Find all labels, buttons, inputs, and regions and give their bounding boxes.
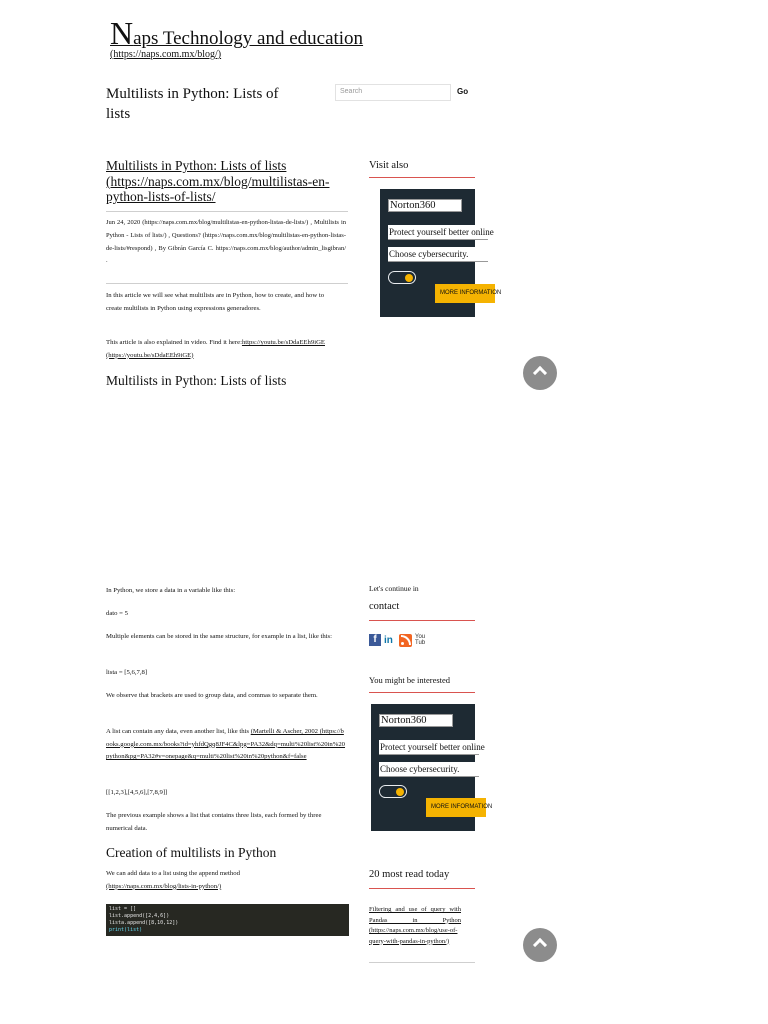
divider: [106, 211, 348, 212]
sidebar-heading-interested: You might be interested: [369, 675, 451, 685]
code-line: list = []: [109, 906, 137, 912]
citation-paragraph: [106, 726, 346, 764]
social-links: [369, 632, 425, 648]
scroll-top-button[interactable]: [523, 356, 557, 390]
ad-line-2: Choose cybersecurity.: [379, 762, 479, 777]
citation-text: A list can contain any data, even another list, like this: [106, 728, 250, 735]
article-title-link[interactable]: Multilists in Python: Lists of lists (https://naps.com.mx/blog/multilistas-en-python-lists-of-lists/: [106, 158, 330, 204]
ad-banner[interactable]: [371, 704, 493, 831]
append-text: We can add data to a list using the append method: [106, 870, 240, 877]
paragraph: [[1,2,3],[4,5,6],[7,8,9]]: [106, 789, 168, 796]
ad-line-1: Protect yourself better online: [379, 740, 479, 755]
ad-line-1: Protect yourself better online: [388, 225, 488, 240]
toggle-knob: [396, 788, 404, 796]
ad-banner[interactable]: [380, 189, 502, 317]
paragraph: The previous example shows a list that contains three lists, each formed by three numerical data.: [106, 812, 322, 832]
code-line: list.append([2,4,6]): [109, 913, 170, 919]
site-title-initial: N: [110, 15, 134, 51]
youtube-label: You: [415, 634, 426, 640]
most-read-item-link[interactable]: Filtering and use of query with Pandas in Python (https://naps.com.mx/blog/use-of-query-with-pandas-in-python/): [369, 906, 461, 945]
section-title: Creation of multilists in Python: [106, 845, 277, 860]
video-link[interactable]: https://youtu.be/sDdaEEh9iGE (https://youtu.be/sDdaEEh9iGE): [106, 339, 325, 359]
toggle-knob: [405, 274, 413, 282]
append-link[interactable]: (https://naps.com.mx/blog/lists-in-python/): [106, 882, 222, 890]
scroll-top-button[interactable]: [523, 928, 557, 962]
sidebar-divider: [369, 692, 475, 693]
site-url-link[interactable]: (https://naps.com.mx/blog/): [110, 49, 222, 60]
article-intro: In this article we will see what multilists are in Python, how to create, and how to create multilists in Python using expressions generadores.: [106, 292, 325, 312]
toggle-switch[interactable]: [379, 785, 407, 798]
facebook-icon[interactable]: f: [369, 634, 381, 646]
code-line: lista.append([8,10,12]): [109, 920, 179, 926]
chevron-up-icon: [533, 938, 547, 952]
site-title[interactable]: [110, 15, 364, 51]
rss-icon[interactable]: [399, 634, 412, 647]
paragraph: lista = [5,6,7,8]: [106, 669, 148, 676]
code-line: print(list): [109, 927, 143, 933]
linkedin-icon[interactable]: in: [384, 634, 393, 646]
search-input[interactable]: Search: [335, 84, 451, 101]
append-paragraph: [106, 868, 338, 893]
video-paragraph: [106, 337, 338, 362]
site-title-rest: aps Technology and education: [133, 28, 364, 49]
sidebar-divider: [369, 620, 475, 621]
code-block: [106, 904, 349, 936]
sidebar-heading-visit-also: Visit also: [369, 160, 409, 171]
section-title: Multilists in Python: Lists of lists: [106, 373, 287, 388]
search-go-button[interactable]: Go: [457, 87, 469, 96]
youtube-icon[interactable]: [415, 634, 425, 646]
ad-more-info-button[interactable]: MORE INFORMATION: [426, 798, 486, 817]
paragraph: We observe that brackets are used to group data, and commas to separate them.: [106, 692, 318, 699]
paragraph: dato = 5: [106, 610, 128, 617]
youtube-label: Tub: [415, 640, 426, 646]
sidebar-divider: [369, 177, 475, 178]
sidebar-contact: contact: [369, 601, 400, 612]
paragraph: In Python, we store a data in a variable like this:: [106, 587, 236, 594]
sidebar-divider: [369, 888, 475, 889]
ad-more-info-button[interactable]: MORE INFORMATION: [435, 284, 495, 303]
sidebar-heading-most-read: 20 most read today: [369, 869, 450, 880]
page-title: Multilists in Python: Lists of lists: [106, 86, 279, 122]
ad-line-2: Choose cybersecurity.: [388, 247, 488, 262]
article-meta[interactable]: Jun 24, 2020 (https://naps.com.mx/blog/multilistas-en-python-listas-de-lists/) , Multilists in Python - Lists of lists/) , Questions? (https://naps.com.mx/blog/multilistas-en-python-listas-de-lists/#respond) , By Gibrán García C. https://naps.com.mx/blog/author/admin_lisgibran/ .: [106, 219, 346, 265]
toggle-switch[interactable]: [388, 271, 416, 284]
citation-link[interactable]: (Martelli & Ascher, 2002 (https://books.google.com.mx/books?id=yhfdQgq8JF4C&lpg=PA32&dq=multi%20list%20in%20python&pg=PA32#v=onepage&q=multi%20list%20in%20python&f=false: [106, 728, 346, 761]
ad-product: Norton360: [388, 199, 462, 212]
chevron-up-icon: [533, 366, 547, 380]
video-text: This article is also explained in video. Find it here:: [106, 339, 242, 346]
sidebar-continue: Let's continue in: [369, 584, 419, 593]
divider: [106, 283, 348, 284]
divider: [369, 962, 475, 963]
ad-product: Norton360: [379, 714, 453, 727]
paragraph: Multiple elements can be stored in the same structure, for example in a list, like this:: [106, 633, 333, 640]
